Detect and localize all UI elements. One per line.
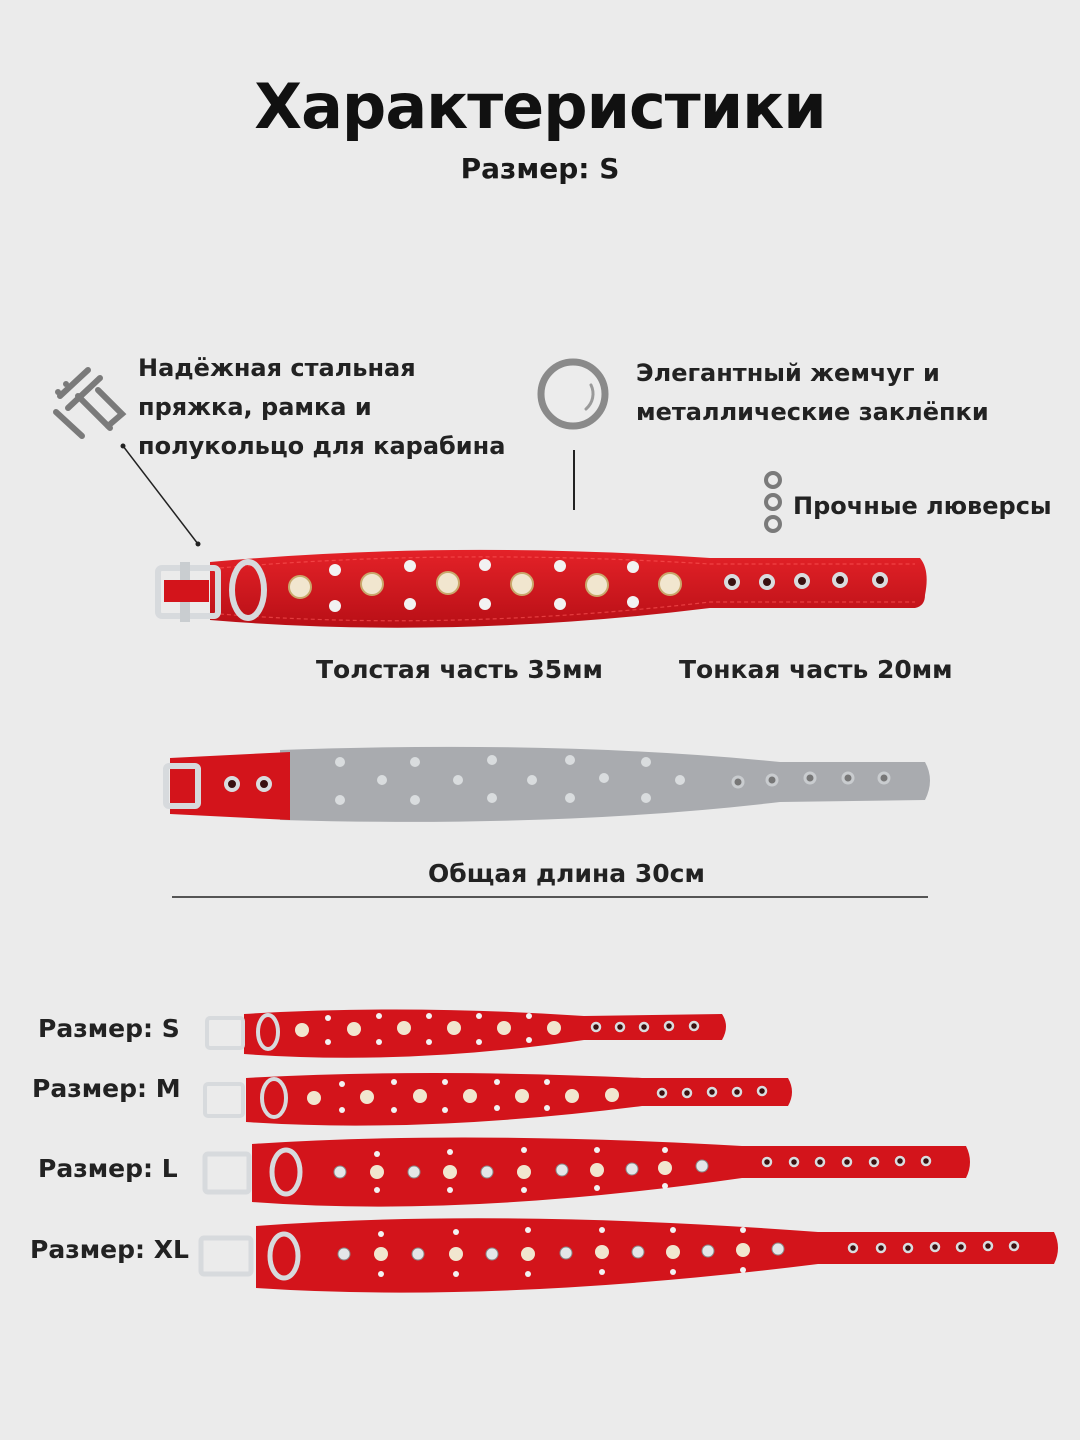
grommets-feature-text: Прочные люверсы xyxy=(793,492,1052,520)
pearl-line-2: металлические заклёпки xyxy=(636,398,989,426)
size-label-l: Размер: L xyxy=(38,1154,178,1183)
buckle-line-3: полукольцо для карабина xyxy=(138,432,506,460)
grommets-icon xyxy=(761,470,785,534)
collar-back-image xyxy=(160,740,940,830)
collar-front-image xyxy=(150,540,940,640)
pearl-line-1: Элегантный жемчуг и xyxy=(636,359,940,387)
size-subtitle: Размер: S xyxy=(460,152,620,185)
pearl-pointer-line xyxy=(570,448,578,514)
thin-part-label: Тонкая часть 20мм xyxy=(679,655,953,684)
buckle-line-1: Надёжная стальная xyxy=(138,354,416,382)
buckle-icon xyxy=(48,362,130,444)
divider xyxy=(172,896,928,898)
buckle-pointer-line xyxy=(120,440,210,550)
collar-size-l-image xyxy=(202,1132,974,1212)
collar-size-m-image xyxy=(202,1068,796,1130)
page-title: Характеристики xyxy=(254,70,826,143)
pearl-feature-text xyxy=(636,354,989,432)
total-length-label: Общая длина 30см xyxy=(428,859,705,888)
size-label-m: Размер: M xyxy=(32,1074,181,1103)
size-label-xl: Размер: XL xyxy=(30,1235,189,1264)
collar-size-s-image xyxy=(204,1004,730,1062)
pearl-icon xyxy=(536,357,610,431)
collar-size-xl-image xyxy=(198,1212,1062,1296)
thick-part-label: Толстая часть 35мм xyxy=(316,655,603,684)
buckle-line-2: пряжка, рамка и xyxy=(138,393,372,421)
size-label-s: Размер: S xyxy=(38,1014,180,1043)
